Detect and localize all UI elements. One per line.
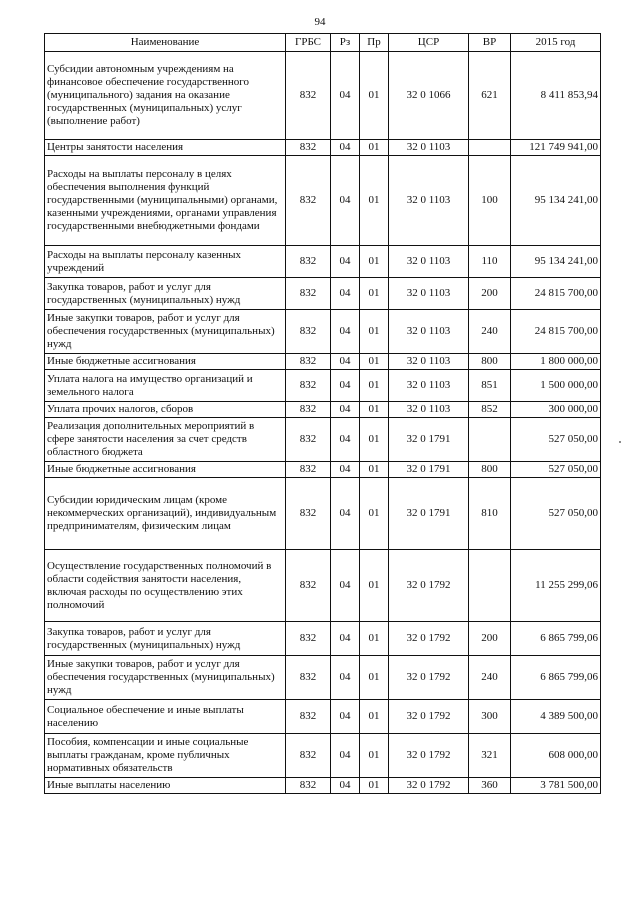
cell-name: Иные выплаты населению xyxy=(45,778,286,794)
table-row xyxy=(45,418,601,462)
cell-vr xyxy=(469,140,511,156)
cell-grbs: 832 xyxy=(286,550,331,622)
cell-vr: 852 xyxy=(469,402,511,418)
cell-grbs: 832 xyxy=(286,278,331,310)
cell-pr: 01 xyxy=(360,278,389,310)
cell-rz: 04 xyxy=(331,550,360,622)
cell-vr: 810 xyxy=(469,478,511,550)
cell-pr: 01 xyxy=(360,418,389,462)
cell-grbs: 832 xyxy=(286,140,331,156)
cell-amount: 6 865 799,06 xyxy=(511,656,601,700)
cell-csr: 32 0 1791 xyxy=(389,418,469,462)
cell-grbs: 832 xyxy=(286,418,331,462)
cell-rz: 04 xyxy=(331,246,360,278)
table-row xyxy=(45,402,601,418)
cell-pr: 01 xyxy=(360,52,389,140)
cell-pr: 01 xyxy=(360,734,389,778)
table-row xyxy=(45,278,601,310)
cell-pr: 01 xyxy=(360,354,389,370)
cell-amount: 1 500 000,00 xyxy=(511,370,601,402)
header-year: 2015 год xyxy=(511,34,601,52)
cell-grbs: 832 xyxy=(286,622,331,656)
cell-amount: 6 865 799,06 xyxy=(511,622,601,656)
header-vr: ВР xyxy=(469,34,511,52)
cell-csr: 32 0 1792 xyxy=(389,622,469,656)
cell-pr: 01 xyxy=(360,370,389,402)
cell-pr: 01 xyxy=(360,140,389,156)
cell-name: Иные бюджетные ассигнования xyxy=(45,462,286,478)
cell-rz: 04 xyxy=(331,734,360,778)
cell-rz: 04 xyxy=(331,656,360,700)
cell-name: Иные закупки товаров, работ и услуг для обеспечения государственных (муниципальных) нужд xyxy=(45,656,286,700)
cell-name: Закупка товаров, работ и услуг для государственных (муниципальных) нужд xyxy=(45,622,286,656)
cell-rz: 04 xyxy=(331,354,360,370)
cell-amount: 3 781 500,00 xyxy=(511,778,601,794)
cell-grbs: 832 xyxy=(286,462,331,478)
cell-csr: 32 0 1792 xyxy=(389,778,469,794)
cell-name: Реализация дополнительных мероприятий в сфере занятости населения за счет средств областного бюджета xyxy=(45,418,286,462)
cell-csr: 32 0 1066 xyxy=(389,52,469,140)
cell-grbs: 832 xyxy=(286,700,331,734)
cell-vr: 100 xyxy=(469,156,511,246)
cell-name: Расходы на выплаты персоналу казенных учреждений xyxy=(45,246,286,278)
cell-grbs: 832 xyxy=(286,246,331,278)
table-row xyxy=(45,462,601,478)
cell-csr: 32 0 1792 xyxy=(389,700,469,734)
cell-amount: 24 815 700,00 xyxy=(511,310,601,354)
table-row xyxy=(45,52,601,140)
table-body xyxy=(45,52,601,794)
cell-pr: 01 xyxy=(360,310,389,354)
cell-vr: 800 xyxy=(469,462,511,478)
cell-pr: 01 xyxy=(360,246,389,278)
header-grbs: ГРБС xyxy=(286,34,331,52)
cell-grbs: 832 xyxy=(286,402,331,418)
cell-pr: 01 xyxy=(360,778,389,794)
table-row xyxy=(45,354,601,370)
cell-grbs: 832 xyxy=(286,52,331,140)
table-row xyxy=(45,622,601,656)
cell-csr: 32 0 1792 xyxy=(389,656,469,700)
cell-name: Осуществление государственных полномочий в области содействия занятости населения, включая расходы по осуществлению этих полномочий xyxy=(45,550,286,622)
page-number: 94 xyxy=(314,16,326,28)
cell-rz: 04 xyxy=(331,700,360,734)
cell-pr: 01 xyxy=(360,402,389,418)
cell-csr: 32 0 1103 xyxy=(389,354,469,370)
cell-csr: 32 0 1103 xyxy=(389,246,469,278)
cell-grbs: 832 xyxy=(286,734,331,778)
cell-csr: 32 0 1792 xyxy=(389,550,469,622)
cell-name: Субсидии автономным учреждениям на финансовое обеспечение государственного (муниципального) задания на оказание государственных (муниципальных) услуг (выполнение работ) xyxy=(45,52,286,140)
cell-name: Субсидии юридическим лицам (кроме некоммерческих организаций), индивидуальным предпринимателям, физическим лицам xyxy=(45,478,286,550)
table-row xyxy=(45,550,601,622)
header-pr: Пр xyxy=(360,34,389,52)
cell-vr: 240 xyxy=(469,656,511,700)
cell-vr: 110 xyxy=(469,246,511,278)
cell-name: Пособия, компенсации и иные социальные выплаты гражданам, кроме публичных нормативных обязательств xyxy=(45,734,286,778)
cell-name: Уплата налога на имущество организаций и земельного налога xyxy=(45,370,286,402)
cell-csr: 32 0 1792 xyxy=(389,734,469,778)
cell-rz: 04 xyxy=(331,278,360,310)
cell-csr: 32 0 1103 xyxy=(389,310,469,354)
cell-csr: 32 0 1103 xyxy=(389,156,469,246)
cell-amount: 527 050,00 xyxy=(511,418,601,462)
cell-rz: 04 xyxy=(331,156,360,246)
cell-pr: 01 xyxy=(360,550,389,622)
table-row xyxy=(45,478,601,550)
cell-grbs: 832 xyxy=(286,354,331,370)
cell-vr: 851 xyxy=(469,370,511,402)
table-row xyxy=(45,156,601,246)
table-row xyxy=(45,700,601,734)
header-rz: Рз xyxy=(331,34,360,52)
cell-csr: 32 0 1791 xyxy=(389,462,469,478)
cell-rz: 04 xyxy=(331,418,360,462)
header-csr: ЦСР xyxy=(389,34,469,52)
cell-vr: 621 xyxy=(469,52,511,140)
cell-vr: 800 xyxy=(469,354,511,370)
table-row xyxy=(45,140,601,156)
header-name: Наименование xyxy=(45,34,286,52)
cell-name: Иные бюджетные ассигнования xyxy=(45,354,286,370)
cell-grbs: 832 xyxy=(286,778,331,794)
cell-vr: 200 xyxy=(469,622,511,656)
table-row xyxy=(45,734,601,778)
table-row xyxy=(45,246,601,278)
cell-csr: 32 0 1791 xyxy=(389,478,469,550)
cell-rz: 04 xyxy=(331,462,360,478)
cell-rz: 04 xyxy=(331,370,360,402)
cell-pr: 01 xyxy=(360,656,389,700)
cell-vr: 360 xyxy=(469,778,511,794)
scan-speck xyxy=(619,441,621,443)
cell-grbs: 832 xyxy=(286,478,331,550)
cell-rz: 04 xyxy=(331,478,360,550)
cell-amount: 608 000,00 xyxy=(511,734,601,778)
cell-grbs: 832 xyxy=(286,310,331,354)
cell-rz: 04 xyxy=(331,622,360,656)
cell-pr: 01 xyxy=(360,700,389,734)
cell-amount: 8 411 853,94 xyxy=(511,52,601,140)
cell-name: Социальное обеспечение и иные выплаты населению xyxy=(45,700,286,734)
cell-pr: 01 xyxy=(360,156,389,246)
cell-rz: 04 xyxy=(331,778,360,794)
cell-csr: 32 0 1103 xyxy=(389,278,469,310)
cell-amount: 95 134 241,00 xyxy=(511,246,601,278)
cell-pr: 01 xyxy=(360,478,389,550)
cell-vr xyxy=(469,550,511,622)
cell-amount: 11 255 299,06 xyxy=(511,550,601,622)
table-header-row xyxy=(45,34,601,52)
cell-name: Расходы на выплаты персоналу в целях обеспечения выполнения функций государственными (муниципальными) органами, казенными учреждениями, органами управления государственными внебюджетными фондами xyxy=(45,156,286,246)
cell-vr: 321 xyxy=(469,734,511,778)
cell-vr xyxy=(469,418,511,462)
cell-grbs: 832 xyxy=(286,656,331,700)
cell-vr: 300 xyxy=(469,700,511,734)
cell-grbs: 832 xyxy=(286,156,331,246)
budget-table xyxy=(44,33,601,794)
cell-pr: 01 xyxy=(360,622,389,656)
cell-csr: 32 0 1103 xyxy=(389,402,469,418)
cell-amount: 4 389 500,00 xyxy=(511,700,601,734)
cell-amount: 527 050,00 xyxy=(511,462,601,478)
cell-rz: 04 xyxy=(331,402,360,418)
table-row xyxy=(45,656,601,700)
cell-rz: 04 xyxy=(331,310,360,354)
cell-amount: 24 815 700,00 xyxy=(511,278,601,310)
cell-name: Иные закупки товаров, работ и услуг для обеспечения государственных (муниципальных) нужд xyxy=(45,310,286,354)
cell-name: Уплата прочих налогов, сборов xyxy=(45,402,286,418)
cell-amount: 1 800 000,00 xyxy=(511,354,601,370)
cell-amount: 300 000,00 xyxy=(511,402,601,418)
cell-rz: 04 xyxy=(331,140,360,156)
table-row xyxy=(45,778,601,794)
cell-grbs: 832 xyxy=(286,370,331,402)
cell-name: Закупка товаров, работ и услуг для государственных (муниципальных) нужд xyxy=(45,278,286,310)
cell-pr: 01 xyxy=(360,462,389,478)
cell-amount: 527 050,00 xyxy=(511,478,601,550)
cell-rz: 04 xyxy=(331,52,360,140)
cell-vr: 240 xyxy=(469,310,511,354)
table-row xyxy=(45,370,601,402)
cell-vr: 200 xyxy=(469,278,511,310)
table-row xyxy=(45,310,601,354)
cell-amount: 121 749 941,00 xyxy=(511,140,601,156)
cell-amount: 95 134 241,00 xyxy=(511,156,601,246)
cell-csr: 32 0 1103 xyxy=(389,370,469,402)
cell-name: Центры занятости населения xyxy=(45,140,286,156)
cell-csr: 32 0 1103 xyxy=(389,140,469,156)
